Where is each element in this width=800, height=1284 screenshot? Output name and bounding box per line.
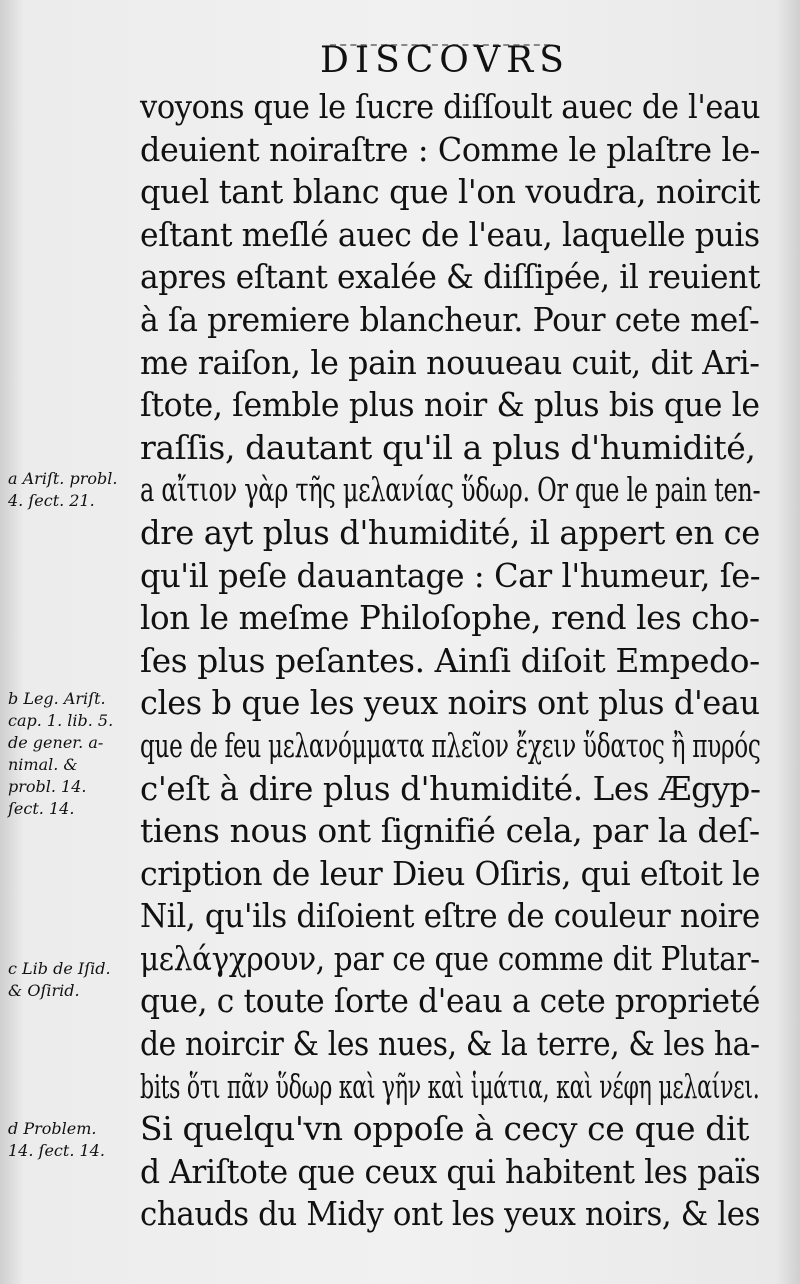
text-line: chauds du Midy ont les yeux noirs, & les (140, 1194, 761, 1234)
marginal-line: probl. 14. (8, 777, 87, 796)
marginal-line: 14. ſect. 14. (8, 1141, 105, 1160)
text-line: cription de leur Dieu Oſiris, qui eſtoit le (140, 853, 761, 893)
text-line: ſes plus peſantes. Ainſi diſoit Empedo- (140, 640, 760, 680)
text-line: dre ayt plus d'humidité, il appert en ce (140, 512, 760, 552)
marginal-line: a Ariſt. probl. (8, 469, 118, 488)
marginal-line: de gener. a- (8, 733, 104, 752)
text-line: a αἴτιον γὰρ τῆς μελανίας ὕδωρ. Or que le pain ten- (140, 470, 761, 510)
text-line: que, c toute ſorte d'eau a cete proprieté (140, 981, 761, 1021)
text-line: lon le meſme Philoſophe, rend les cho- (140, 598, 760, 638)
text-line: me raiſon, le pain nouueau cuit, dit Ari- (140, 342, 760, 382)
text-line: raſſis, dautant qu'il a plus d'humidité, (140, 427, 756, 467)
text-line: μελάγχρουν, par ce que comme dit Plutar- (140, 938, 760, 978)
text-line: c'eſt à dire plus d'humidité. Les Ægyp- (140, 768, 761, 808)
text-line: voyons que le ſucre diſſoult auec de l'eau (140, 87, 761, 126)
text-line: bits ὅτι πᾶν ὕδωρ καὶ γῆν καὶ ἱμάτια, καὶ νέφη μελαίνει. (140, 1066, 760, 1106)
marginal-line: cap. 1. lib. 5. (8, 711, 114, 730)
text-line: quel tant blanc que l'on voudra, noircit (140, 172, 760, 212)
marginal-line: 4. ſect. 21. (8, 491, 95, 510)
marginal-note-c (8, 958, 111, 1002)
text-line: de noircir & les nues, & la terre, & les ha- (140, 1024, 760, 1064)
text-line: d Ariſtote que ceux qui habitent les païs (140, 1151, 761, 1191)
text-line: tiens nous ont ſignifié cela, par la deſ- (140, 811, 760, 851)
marginal-note-d (8, 1118, 105, 1162)
marginal-note-b (8, 688, 113, 820)
marginal-line: nimal. & (8, 755, 78, 774)
marginal-line: ſect. 14. (8, 799, 75, 818)
text-line: Nil, qu'ils diſoient eſtre de couleur noire (140, 896, 760, 936)
text-line: à ſa premiere blancheur. Pour cete meſ- (140, 299, 760, 339)
text-line: que de feu μελανόμματα πλεῖον ἔχειν ὕδατος ἢ πυρός (140, 725, 761, 765)
marginal-line: d Problem. (8, 1119, 97, 1138)
text-line: cles b que les yeux noirs ont plus d'eau (140, 683, 760, 723)
marginal-line: & Oſirid. (8, 981, 80, 1000)
marginal-line: b Leg. Ariſt. (8, 689, 106, 708)
marginal-note-a (8, 468, 117, 512)
text-line: ſtote, ſemble plus noir & plus bis que le (140, 385, 760, 425)
text-line: deuient noiraſtre : Comme le plaſtre le- (140, 129, 761, 169)
text-line: eſtant meſlé auec de l'eau, laquelle puis (140, 214, 760, 254)
running-header: DISCOVRS (320, 40, 570, 81)
text-line: Si quelqu'vn oppoſe à cecy ce que dit (140, 1109, 749, 1149)
text-line: qu'il peſe dauantage : Car l'humeur, ſe- (140, 555, 761, 595)
text-line: apres eſtant exalée & diſſipée, il reuient (140, 257, 761, 297)
main-text-block (140, 86, 760, 1236)
marginal-line: c Lib de Iſid. (8, 959, 111, 978)
